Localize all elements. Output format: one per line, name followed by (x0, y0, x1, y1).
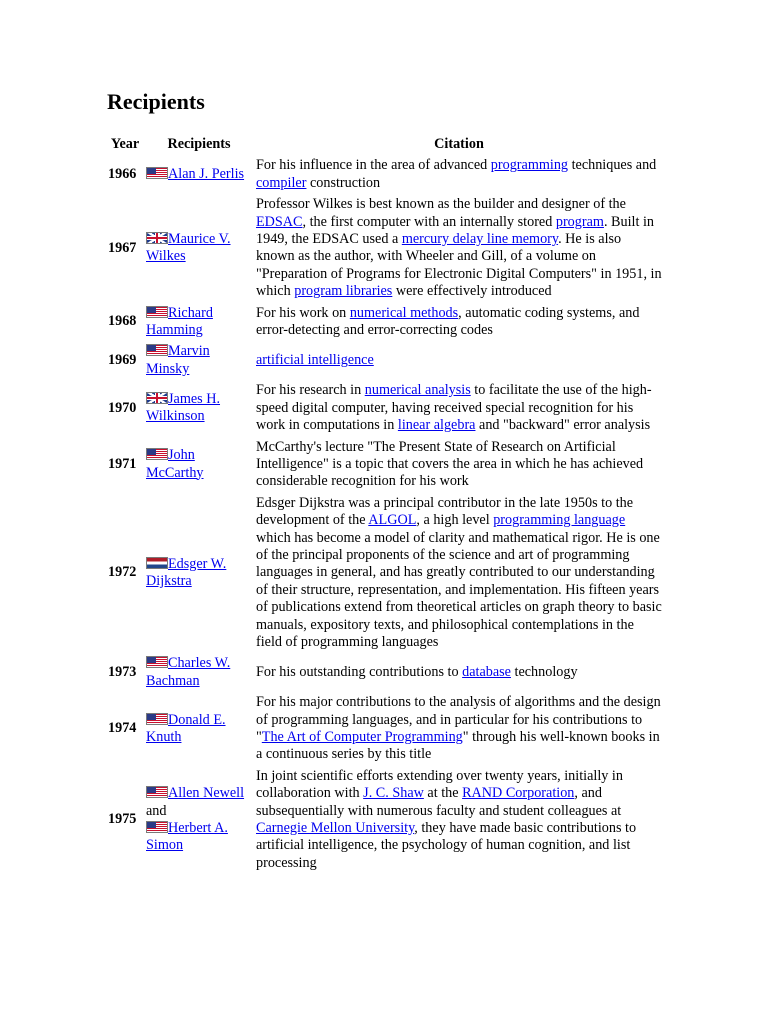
recipient-link[interactable]: Edsger W. Dijkstra (146, 555, 227, 590)
year-cell: 1973 (108, 664, 137, 681)
table-row (107, 381, 663, 435)
citation-text: For his influence in the area of advanced (256, 157, 491, 174)
citation-text: , they have made basic contributions to artificial intelligence, the psychology of human cognition, and list processing (256, 820, 637, 871)
citation-link[interactable]: programming language (493, 512, 626, 529)
citation-link[interactable]: mercury delay line memory (401, 231, 559, 248)
citation-text: In joint scientific efforts extending over twenty years, initially in collaboration with (256, 767, 623, 802)
citation-link[interactable]: EDSAC (256, 213, 303, 230)
citation-link[interactable]: numerical methods (349, 304, 459, 321)
table-row (107, 767, 663, 873)
citation-cell (255, 381, 663, 435)
recipients-cell (145, 438, 253, 492)
recipient-link[interactable]: John McCarthy (146, 447, 204, 481)
citation-text: , automatic coding systems, and error-detecting and error-correcting codes (256, 304, 640, 339)
citation-text: For his major contributions to the analysis of algorithms and the design of programming languages, and in particular for his contributions to " (256, 694, 661, 745)
year-cell: 1971 (108, 455, 137, 472)
uk-flag-icon (146, 232, 168, 244)
us-flag-icon (146, 713, 168, 725)
citation-cell (255, 494, 663, 653)
citation-link[interactable]: J. C. Shaw (363, 785, 424, 802)
citation-cell (255, 304, 663, 341)
year-cell: 1974 (108, 720, 137, 737)
nl-flag-icon (146, 557, 168, 569)
citation-column-header: Citation (434, 136, 484, 152)
citation-link[interactable]: database (462, 664, 511, 681)
citation-text: , the first computer with an internally stored (302, 213, 556, 230)
recipient-link[interactable]: Allen Newell (168, 785, 245, 802)
citation-cell (255, 767, 663, 873)
citation-cell (255, 654, 663, 691)
recipient-link[interactable]: Marvin Minsky (146, 343, 210, 377)
recipients-cell (145, 767, 253, 873)
citation-link[interactable]: Carnegie Mellon University (256, 820, 415, 837)
recipient-link[interactable]: Herbert A. Simon (146, 820, 228, 854)
citation-text: Professor Wilkes is best known as the builder and designer of the (256, 196, 626, 213)
year-cell: 1972 (108, 564, 137, 581)
table-row (107, 156, 663, 193)
citation-link[interactable]: RAND Corporation (462, 785, 575, 802)
recipients-cell (145, 195, 253, 301)
citation-text: For his work on (256, 304, 350, 321)
us-flag-icon (146, 344, 168, 356)
citation-text: For his research in (256, 382, 365, 399)
citation-cell (255, 156, 663, 193)
table-row (107, 693, 663, 765)
us-flag-icon (146, 656, 168, 668)
table-row (107, 195, 663, 301)
recipient-link[interactable]: Richard Hamming (146, 304, 213, 339)
uk-flag-icon (146, 392, 168, 404)
citation-link[interactable]: program (555, 213, 604, 230)
citation-link[interactable]: program libraries (294, 283, 393, 300)
citation-text: , a high level (416, 512, 494, 529)
citation-text: at the (423, 785, 463, 802)
table-row (107, 304, 663, 341)
recipient-link[interactable]: Alan J. Perlis (168, 166, 245, 183)
table-row (107, 494, 663, 653)
citation-text: McCarthy's lecture "The Present State of Research on Artificial Intelligence" is a topic that covers the area in which he has achieved considerable recognition for his work (256, 438, 644, 490)
citation-cell (255, 342, 663, 379)
recipients-cell (145, 304, 253, 341)
us-flag-icon (146, 448, 168, 460)
recipients-column-header: Recipients (167, 136, 231, 152)
table-row (107, 654, 663, 691)
table-row (107, 438, 663, 492)
citation-text: " through his well-known books in a continuous series by this title (256, 729, 660, 763)
recipients-cell (145, 381, 253, 435)
citation-text: construction (306, 174, 381, 191)
recipient-link[interactable]: Maurice V. Wilkes (146, 231, 231, 265)
citation-text: were effectively introduced (392, 283, 552, 300)
citation-text: Edsger Dijkstra was a principal contributor in the late 1950s to the development of the (256, 494, 634, 529)
citation-text: and "backward" error analysis (475, 417, 651, 434)
year-cell: 1969 (108, 352, 137, 369)
us-flag-icon (146, 821, 168, 833)
citation-link[interactable]: The Art of Computer Programming (261, 729, 463, 745)
citation-text: . Built in 1949, the EDSAC used a (256, 213, 654, 248)
page-title: Recipients (107, 89, 205, 114)
us-flag-icon (146, 306, 168, 318)
year-cell: 1966 (108, 166, 137, 183)
recipient-joiner: and (146, 802, 167, 819)
citation-text: , and subsequentially with numerous faculty and student colleagues at (256, 785, 622, 819)
citation-text: . He is also known as the author, with Wheeler and Gill, of a volume on "Preparation of Programs for Electronic Digital Computers" in 1951, in which (256, 231, 662, 300)
year-cell: 1968 (108, 313, 137, 330)
recipients-cell (145, 156, 253, 193)
citation-link[interactable]: numerical analysis (364, 382, 471, 399)
citation-link[interactable]: artificial intelligence (256, 352, 374, 369)
citation-text: to facilitate the use of the high-speed digital computer, having received special recognition for his work in computations in (256, 382, 652, 434)
citation-text: For his outstanding contributions to (256, 664, 463, 681)
year-cell: 1975 (108, 811, 137, 828)
year-cell: 1970 (108, 399, 137, 416)
recipient-link[interactable]: Donald E. Knuth (146, 711, 226, 745)
citation-link[interactable]: compiler (256, 174, 307, 191)
recipient-link[interactable]: Charles W. Bachman (146, 655, 231, 689)
recipients-cell (145, 693, 253, 765)
table-body (107, 156, 663, 873)
citation-cell (255, 438, 663, 492)
us-flag-icon (146, 167, 168, 179)
us-flag-icon (146, 786, 168, 798)
recipients-table (105, 133, 665, 875)
citation-text: techniques and (568, 157, 657, 174)
citation-text: technology (510, 664, 578, 681)
table-header-row (107, 135, 663, 154)
recipients-cell (145, 654, 253, 691)
recipients-cell (145, 342, 253, 379)
citation-link[interactable]: ALGOL (368, 512, 417, 529)
citation-link[interactable]: linear algebra (397, 417, 476, 434)
year-column-header: Year (110, 136, 140, 152)
citation-cell (255, 195, 663, 301)
table-row (107, 342, 663, 379)
citation-cell (255, 693, 663, 765)
recipients-cell (145, 494, 253, 653)
recipient-link[interactable]: James H. Wilkinson (146, 390, 221, 425)
citation-link[interactable]: programming (490, 157, 569, 174)
year-cell: 1967 (108, 239, 137, 256)
citation-text: which has become a model of clarity and mathematical rigor. He is one of the principal proponents of the science and art of programming languages in general, and has greatly contributed to our understanding of their structure, representation, and implementation. His fifteen years of publications extend from theoretical articles on graph theory to basic manuals, expository texts, and philosophical contemplations in the field of programming languages (256, 529, 662, 650)
